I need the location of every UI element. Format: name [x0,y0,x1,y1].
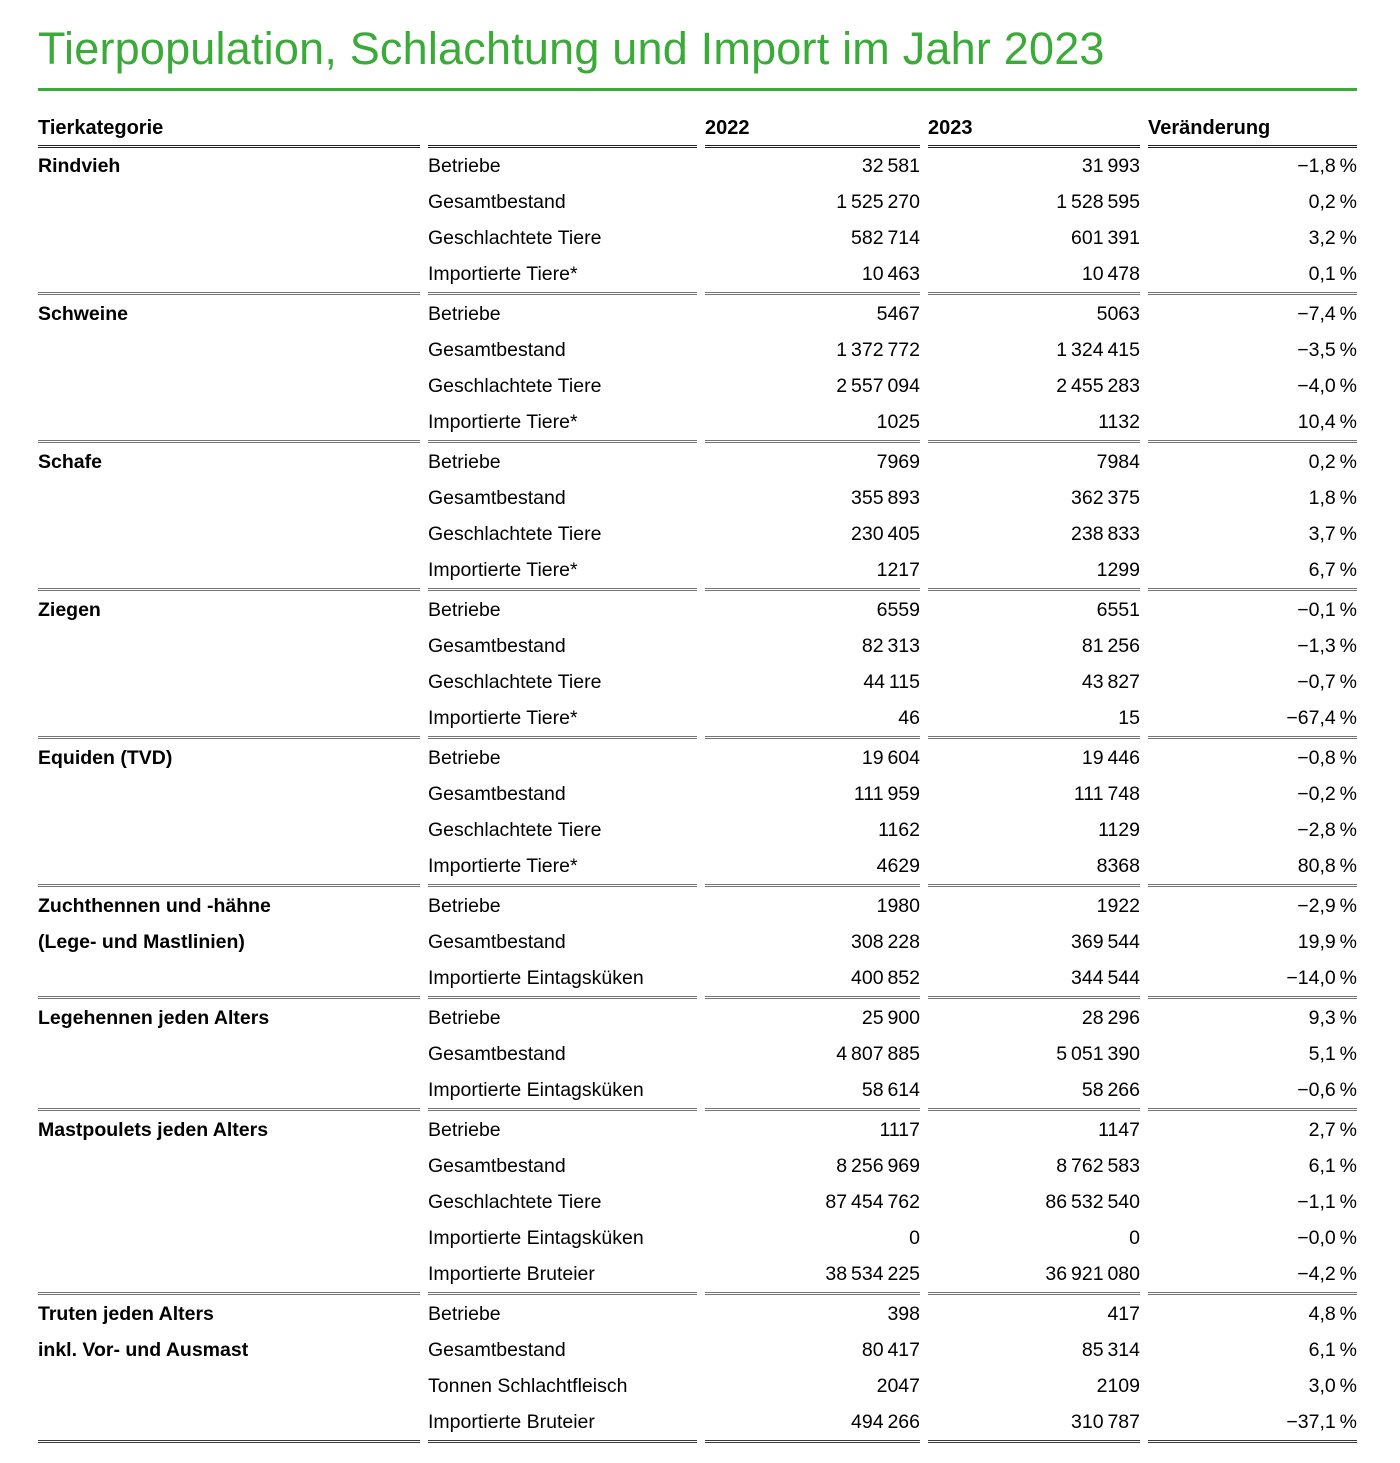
change-value: 0,2 % [1308,191,1357,213]
value-2023: 10 478 [1081,263,1140,285]
table-row [38,1036,1357,1072]
section-divider-segment [428,736,697,739]
section-divider-segment [38,1292,420,1295]
metric-label: Betriebe [428,599,501,621]
category-label [38,848,420,884]
value-2022: 0 [909,1227,920,1249]
section-divider-segment [428,1440,697,1443]
table-row [38,1296,1357,1332]
category-label [38,628,420,664]
metric-label: Importierte Tiere* [428,855,578,877]
metric-label: Gesamtbestand [428,783,566,805]
metric-label: Betriebe [428,1007,501,1029]
metric-label: Betriebe [428,303,501,325]
metric-label: Betriebe [428,895,501,917]
category-label: Mastpoulets jeden Alters [38,1119,269,1141]
category-label [38,664,420,700]
table-row [38,628,1357,664]
value-2022: 582 714 [851,227,920,249]
column-header-2022: 2022 [705,91,920,148]
table-row [38,1072,1357,1108]
category-label [38,404,420,440]
value-2023: 1129 [1098,819,1140,841]
section-divider-segment [38,1108,420,1111]
value-2022: 80 417 [861,1339,920,1361]
category-label [38,1368,420,1404]
value-2023: 1147 [1098,1119,1140,1141]
table-row [38,1368,1357,1404]
change-value: 80,8 % [1297,855,1357,877]
value-2023: 111 748 [1073,783,1140,805]
table-row [38,812,1357,848]
section-divider-segment [1148,292,1357,295]
value-2022: 82 313 [861,635,920,657]
section-divider-segment [428,440,697,443]
change-value: −1,3 % [1297,635,1357,657]
category-label [38,1256,420,1292]
category-label [38,332,420,368]
table-header-row [38,91,1357,148]
value-2022: 5467 [876,303,920,325]
category-label [38,1404,420,1440]
value-2023: 369 544 [1071,931,1140,953]
metric-label: Gesamtbestand [428,339,566,361]
change-value: 3,0 % [1308,1375,1357,1397]
table-row [38,480,1357,516]
section-divider-segment [1148,1292,1357,1295]
table-row [38,1256,1357,1292]
section-divider-segment [38,1440,420,1443]
section-divider-segment [1148,588,1357,591]
value-2022: 4629 [876,855,920,877]
table-row [38,924,1357,960]
change-value: 6,1 % [1308,1155,1357,1177]
value-2022: 308 228 [851,931,920,953]
category-label: Truten jeden Alters [38,1303,214,1325]
metric-label: Betriebe [428,155,501,177]
section-divider-segment [428,292,697,295]
value-2023: 238 833 [1071,523,1140,545]
value-2023: 344 544 [1071,967,1140,989]
metric-label: Betriebe [428,451,501,473]
table-row [38,1112,1357,1148]
section-divider-segment [928,588,1140,591]
metric-label: Importierte Eintagsküken [428,967,644,989]
metric-label: Gesamtbestand [428,1043,566,1065]
section-divider-segment [928,292,1140,295]
change-value: −1,1 % [1297,1191,1357,1213]
value-2022: 1025 [876,411,920,433]
metric-label: Importierte Tiere* [428,707,578,729]
value-2023: 1922 [1096,895,1140,917]
change-value: −0,2 % [1297,783,1357,805]
value-2022: 10 463 [861,263,920,285]
value-2023: 8368 [1096,855,1140,877]
table-row [38,148,1357,184]
metric-label: Betriebe [428,747,501,769]
value-2023: 362 375 [1071,487,1140,509]
metric-label: Tonnen Schlachtfleisch [428,1375,628,1397]
metric-label: Gesamtbestand [428,1155,566,1177]
category-label: Ziegen [38,599,101,621]
value-2022: 230 405 [851,523,920,545]
change-value: 0,1 % [1308,263,1357,285]
value-2023: 81 256 [1081,635,1140,657]
value-2023: 7984 [1096,451,1140,473]
value-2022: 38 534 225 [825,1263,920,1285]
section-divider-segment [38,884,420,887]
table-row [38,220,1357,256]
change-value: −3,5 % [1297,339,1357,361]
section-divider-segment [705,440,920,443]
section-divider-segment [1148,440,1357,443]
category-label: Schweine [38,303,128,325]
metric-label: Gesamtbestand [428,487,566,509]
section-divider-segment [428,1292,697,1295]
category-label: (Lege- und Mastlinien) [38,931,245,953]
value-2023: 601 391 [1071,227,1140,249]
category-label [38,552,420,588]
column-header-veraenderung: Veränderung [1148,91,1357,148]
value-2022: 87 454 762 [825,1191,920,1213]
change-value: −7,4 % [1297,303,1357,325]
value-2022: 2 557 094 [836,375,920,397]
section-divider-segment [1148,736,1357,739]
value-2023: 58 266 [1081,1079,1140,1101]
category-label: Legehennen jeden Alters [38,1007,270,1029]
value-2022: 1980 [876,895,920,917]
metric-label: Importierte Eintagsküken [428,1079,644,1101]
value-2023: 1 324 415 [1056,339,1140,361]
value-2023: 36 921 080 [1045,1263,1140,1285]
table-row [38,700,1357,736]
metric-label: Importierte Eintagsküken [428,1227,644,1249]
section-divider-segment [38,736,420,739]
section-divider-segment [38,440,420,443]
value-2023: 31 993 [1081,155,1140,177]
value-2023: 1 528 595 [1056,191,1140,213]
change-value: 3,7 % [1308,523,1357,545]
section-divider-segment [1148,1440,1357,1443]
section-divider-segment [928,1108,1140,1111]
change-value: −2,9 % [1297,895,1357,917]
section-divider-segment [38,996,420,999]
category-label [38,368,420,404]
change-value: −0,6 % [1297,1079,1357,1101]
change-value: 9,3 % [1308,1007,1357,1029]
section-divider-segment [705,736,920,739]
change-value: 10,4 % [1297,411,1357,433]
table-row [38,444,1357,480]
table-body [38,148,1357,1444]
section-divider-segment [928,440,1140,443]
table-row [38,1332,1357,1368]
column-header-metric-spacer [428,91,697,148]
section-divider-segment [428,884,697,887]
category-label [38,960,420,996]
metric-label: Geschlachtete Tiere [428,671,602,693]
section-divider-segment [1148,996,1357,999]
category-label: Equiden (TVD) [38,747,173,769]
value-2022: 7969 [876,451,920,473]
section-divider-segment [1148,1108,1357,1111]
table-row [38,740,1357,776]
metric-label: Betriebe [428,1119,501,1141]
change-value: 19,9 % [1297,931,1357,953]
table-row [38,592,1357,628]
section-divider-segment [705,1440,920,1443]
value-2023: 28 296 [1081,1007,1140,1029]
value-2022: 111 959 [853,783,920,805]
table-row [38,1404,1357,1440]
category-label [38,1036,420,1072]
category-label [38,220,420,256]
page-title: Tierpopulation, Schlachtung und Import im Jahr 2023 [38,23,1105,74]
table-row [38,552,1357,588]
section-divider-segment [705,588,920,591]
value-2023: 1299 [1096,559,1140,581]
value-2022: 494 266 [851,1411,920,1433]
section-divider-segment [705,1108,920,1111]
change-value: −37,1 % [1286,1411,1357,1433]
value-2022: 1217 [876,559,920,581]
value-2022: 8 256 969 [836,1155,920,1177]
category-label: inkl. Vor- und Ausmast [38,1339,249,1361]
value-2022: 1 372 772 [836,339,920,361]
column-header-tierkategorie: Tierkategorie [38,91,420,148]
section-divider [38,1440,1357,1444]
category-label [38,184,420,220]
table-row [38,888,1357,924]
metric-label: Geschlachtete Tiere [428,375,602,397]
change-value: −0,8 % [1297,747,1357,769]
category-label [38,1220,420,1256]
value-2022: 1 525 270 [836,191,920,213]
section-divider-segment [705,884,920,887]
table-row [38,1148,1357,1184]
table-row [38,664,1357,700]
table-row [38,368,1357,404]
category-label [38,480,420,516]
section-divider-segment [38,292,420,295]
section-divider-segment [928,736,1140,739]
category-label: Zuchthennen und -hähne [38,895,271,917]
metric-label: Betriebe [428,1303,501,1325]
value-2023: 5063 [1096,303,1140,325]
change-value: −2,8 % [1297,819,1357,841]
value-2022: 32 581 [861,155,920,177]
value-2023: 8 762 583 [1056,1155,1140,1177]
table-row [38,332,1357,368]
section-divider-segment [428,996,697,999]
value-2022: 1117 [879,1119,920,1141]
value-2022: 46 [898,707,920,729]
change-value: 1,8 % [1308,487,1357,509]
value-2023: 417 [1107,1303,1140,1325]
section-divider-segment [928,1292,1140,1295]
metric-label: Importierte Tiere* [428,559,578,581]
metric-label: Importierte Bruteier [428,1411,595,1433]
category-label: Schafe [38,451,102,473]
change-value: 5,1 % [1308,1043,1357,1065]
change-value: 0,2 % [1308,451,1357,473]
value-2023: 2109 [1096,1375,1140,1397]
category-label [38,812,420,848]
metric-label: Gesamtbestand [428,1339,566,1361]
category-label [38,776,420,812]
change-value: −14,0 % [1286,967,1357,989]
table-row [38,960,1357,996]
change-value: −4,2 % [1297,1263,1357,1285]
metric-label: Importierte Bruteier [428,1263,595,1285]
metric-label: Gesamtbestand [428,635,566,657]
table-row [38,404,1357,440]
metric-label: Geschlachtete Tiere [428,819,602,841]
value-2022: 400 852 [851,967,920,989]
category-label [38,1148,420,1184]
change-value: 2,7 % [1308,1119,1357,1141]
metric-label: Gesamtbestand [428,191,566,213]
metric-label: Gesamtbestand [428,931,566,953]
section-divider-segment [705,996,920,999]
change-value: 4,8 % [1308,1303,1357,1325]
section-divider-segment [38,588,420,591]
metric-label: Importierte Tiere* [428,411,578,433]
metric-label: Geschlachtete Tiere [428,1191,602,1213]
table-row [38,184,1357,220]
table-row [38,296,1357,332]
value-2023: 43 827 [1081,671,1140,693]
value-2023: 1132 [1098,411,1140,433]
value-2022: 4 807 885 [836,1043,920,1065]
value-2022: 44 115 [863,671,920,693]
section-divider-segment [428,1108,697,1111]
section-divider-segment [928,996,1140,999]
value-2022: 6559 [876,599,920,621]
change-value: −0,0 % [1297,1227,1357,1249]
category-label [38,516,420,552]
table-row [38,848,1357,884]
section-divider-segment [928,1440,1140,1443]
section-divider-segment [705,1292,920,1295]
change-value: 3,2 % [1308,227,1357,249]
value-2023: 86 532 540 [1045,1191,1140,1213]
table-row [38,776,1357,812]
change-value: −1,8 % [1297,155,1357,177]
section-divider-segment [705,292,920,295]
table-row [38,256,1357,292]
metric-label: Importierte Tiere* [428,263,578,285]
category-label: Rindvieh [38,155,121,177]
table-row [38,1220,1357,1256]
change-value: −0,1 % [1297,599,1357,621]
metric-label: Geschlachtete Tiere [428,523,602,545]
category-label [38,700,420,736]
value-2023: 19 446 [1081,747,1140,769]
value-2022: 58 614 [861,1079,920,1101]
value-2022: 19 604 [861,747,920,769]
category-label [38,1072,420,1108]
value-2023: 310 787 [1071,1411,1140,1433]
change-value: −0,7 % [1297,671,1357,693]
value-2022: 1162 [878,819,920,841]
value-2022: 355 893 [851,487,920,509]
section-divider-segment [428,588,697,591]
value-2023: 85 314 [1081,1339,1140,1361]
change-value: 6,1 % [1308,1339,1357,1361]
value-2023: 0 [1129,1227,1140,1249]
table-row [38,1000,1357,1036]
category-label [38,256,420,292]
value-2023: 5 051 390 [1056,1043,1140,1065]
section-divider-segment [1148,884,1357,887]
section-divider-segment [928,884,1140,887]
column-header-2023: 2023 [928,91,1140,148]
change-value: −67,4 % [1286,707,1357,729]
metric-label: Geschlachtete Tiere [428,227,602,249]
value-2022: 398 [887,1303,920,1325]
value-2022: 25 900 [861,1007,920,1029]
change-value: −4,0 % [1297,375,1357,397]
table-row [38,516,1357,552]
category-label [38,1184,420,1220]
value-2023: 15 [1118,707,1140,729]
change-value: 6,7 % [1308,559,1357,581]
value-2023: 2 455 283 [1056,375,1140,397]
table-row [38,1184,1357,1220]
value-2023: 6551 [1096,599,1140,621]
value-2022: 2047 [876,1375,920,1397]
